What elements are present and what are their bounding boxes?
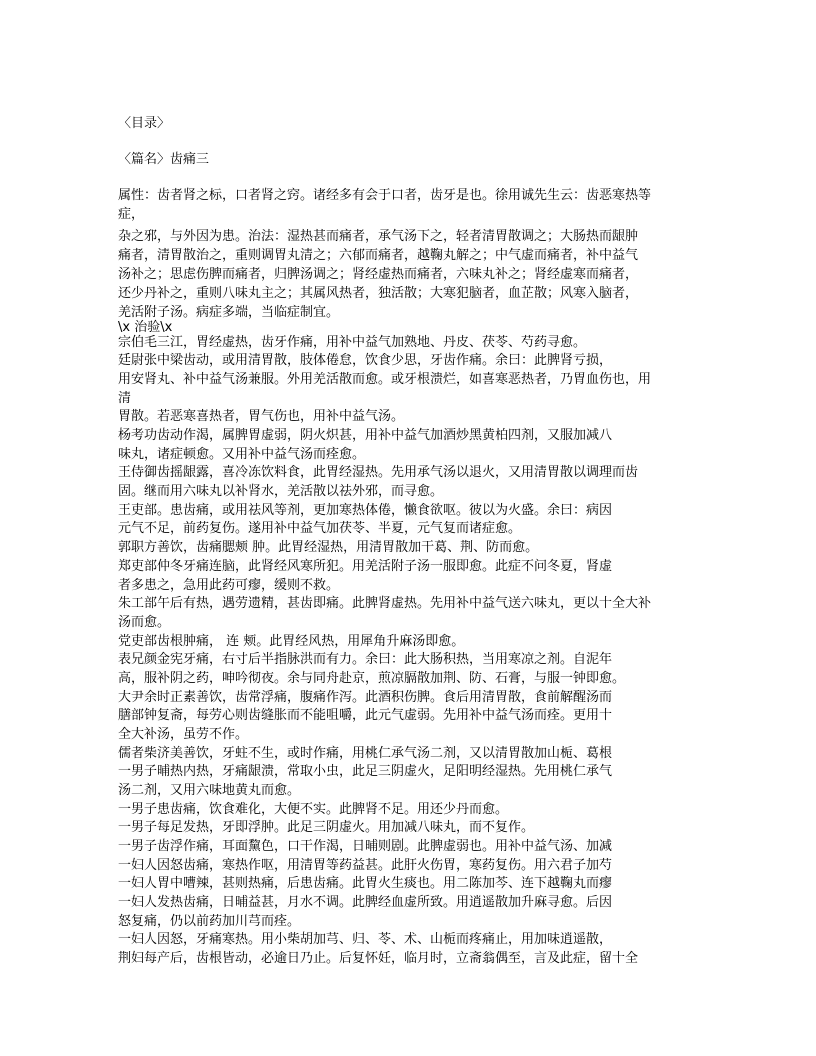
- text-line: 高，服补阴之药，呻吟彻夜。余与同舟赴京，煎凉膈散加荆、防、石膏，与服一钟即愈。: [118, 671, 626, 686]
- text-line: 症，: [118, 207, 145, 222]
- text-line: 杂之邪，与外因为患。治法：湿热甚而痛者，承气汤下之，轻者清胃散调之；大肠热而龈肿: [118, 229, 639, 244]
- text-line: 汤补之；思虑伤脾而痛者，归脾汤调之；肾经虚热而痛者，六味丸补之；肾经虚寒而痛者，: [118, 267, 639, 282]
- text-line: 胃散。若恶寒喜热者，胃气伤也，用补中益气汤。: [118, 409, 405, 424]
- section-title: 〈篇名〉齿痛三: [118, 152, 210, 167]
- toc-link[interactable]: 〈目录〉: [118, 116, 171, 131]
- text-line: 表兄颜金宪牙痛，右寸后半指脉洪而有力。余曰：此大肠积热，当用寒凉之剂。自泥年: [118, 652, 613, 667]
- text-line: 膳部钟复斋，每劳心则齿缝胀而不能咀嚼，此元气虚弱。先用补中益气汤而痊。更用十: [118, 708, 613, 723]
- text-line: 一男子晡热内热，牙痛龈溃，常取小虫，此足三阴虚火，足阳明经湿热。先用桃仁承气: [118, 764, 613, 779]
- text-line: 王侍御齿摇龈露，喜冷冻饮料食，此胃经湿热。先用承气汤以退火，又用清胃散以调理而齿: [118, 465, 639, 480]
- text-line: 汤二剂，又用六味地黄丸而愈。: [118, 783, 301, 798]
- text-line: 用安肾丸、补中益气汤兼服。外用羌活散而愈。或牙根溃烂，如喜寒恶热者，乃胃血伤也，用: [118, 372, 652, 387]
- text-line: 怒复痛，仍以前药加川芎而痊。: [118, 914, 301, 929]
- text-line: 宗伯毛三江，胃经虚热，齿牙作痛，用补中益气加熟地、丹皮、茯苓、芍药寻愈。: [118, 335, 587, 350]
- text-line: 一妇人胃中嘈辣，甚则热痛，后患齿痛。此胃火生痰也。用二陈加芩、连下越鞠丸而瘳: [118, 876, 613, 891]
- text-line: 儒者柴济美善饮，牙蛀不生，或时作痛，用桃仁承气汤二剂，又以清胃散加山栀、葛根: [118, 746, 613, 761]
- text-line: 大尹余时正素善饮，齿常浮痛，腹痛作泻。此酒积伤脾。食后用清胃散，食前解醒汤而: [118, 690, 613, 705]
- text-line: 全大补汤，虽劳不作。: [118, 727, 249, 742]
- subsection-heading: \x 治验\x: [118, 320, 173, 335]
- text-line: 荆妇每产后，齿根皆动，必逾日乃止。后复怀妊，临月时，立斋翁偶至，言及此症，留十全: [118, 951, 639, 966]
- text-line: 属性：齿者肾之标，口者肾之窍。诸经多有会于口者，齿牙是也。徐用诚先生云：齿恶寒热等: [118, 188, 652, 203]
- text-line: 固。继而用六味丸以补肾水，羌活散以祛外邪，而寻愈。: [118, 484, 444, 499]
- text-line: 痛者，清胃散治之，重则调胃丸清之；六郁而痛者，越鞠丸解之；中气虚而痛者，补中益气: [118, 248, 639, 263]
- text-line: 一妇人发热齿痛，日晡益甚，月水不调。此脾经血虚所致。用逍遥散加升麻寻愈。后因: [118, 895, 613, 910]
- text-line: 清: [118, 391, 132, 406]
- text-line: 元气不足，前药复伤。遂用补中益气加茯苓、半夏，元气复而诸症愈。: [118, 521, 522, 536]
- text-line: 郑吏部仲冬牙痛连脑，此肾经风寒所犯。用羌活附子汤一服即愈。此症不问冬夏，肾虚: [118, 559, 613, 574]
- text-line: 一妇人因怒，牙痛寒热。用小柴胡加芎、归、苓、术、山栀而疼痛止，用加味逍遥散，: [118, 932, 613, 947]
- text-line: 杨考功齿动作渴，属脾胃虚弱，阴火炽甚，用补中益气加酒炒黑黄柏四剂，又服加减八: [118, 428, 613, 443]
- text-line: 汤而愈。: [118, 615, 171, 630]
- text-line: 一男子齿浮作痛，耳面黧色，口干作渴，日晡则剧。此脾虚弱也。用补中益气汤、加减: [118, 839, 613, 854]
- text-line: 羌活附子汤。病症多端，当临症制宜。: [118, 305, 340, 320]
- text-line: 味丸，诸症顿愈。又用补中益气汤而痊愈。: [118, 447, 366, 462]
- text-line: 郭职方善饮，齿痛腮颊 肿。此胃经湿热，用清胃散加干葛、荆、防而愈。: [118, 540, 539, 555]
- text-line: 一男子患齿痛，饮食难化，大便不实。此脾肾不足。用还少丹而愈。: [118, 802, 509, 817]
- text-line: 一妇人因怒齿痛，寒热作呕，用清胃等药益甚。此肝火伤胃，寒药复伤。用六君子加芍: [118, 858, 613, 873]
- text-line: 王吏部。患齿痛，或用祛风等剂，更加寒热体倦，懒食欲呕。彼以为火盛。余曰：病因: [118, 503, 613, 518]
- text-line: 廷尉张中梁齿动，或用清胃散，肢体倦怠，饮食少思，牙齿作痛。余曰：此脾肾亏损，: [118, 353, 613, 368]
- text-line: 一男子每足发热，牙即浮肿。此足三阴虚火。用加减八味丸，而不复作。: [118, 820, 535, 835]
- text-line: 者多患之，急用此药可瘳，缓则不救。: [118, 578, 340, 593]
- text-line: 还少丹补之，重则八味丸主之；其属风热者，独活散；大寒犯脑者，血芷散；风寒入脑者，: [118, 286, 639, 301]
- text-line: 朱工部午后有热，遇劳遗精，甚齿即痛。此脾肾虚热。先用补中益气送六味丸，更以十全大补: [118, 596, 652, 611]
- text-line: 党吏部齿根肿痛， 连 颊。此胃经风热，用犀角升麻汤即愈。: [118, 634, 465, 649]
